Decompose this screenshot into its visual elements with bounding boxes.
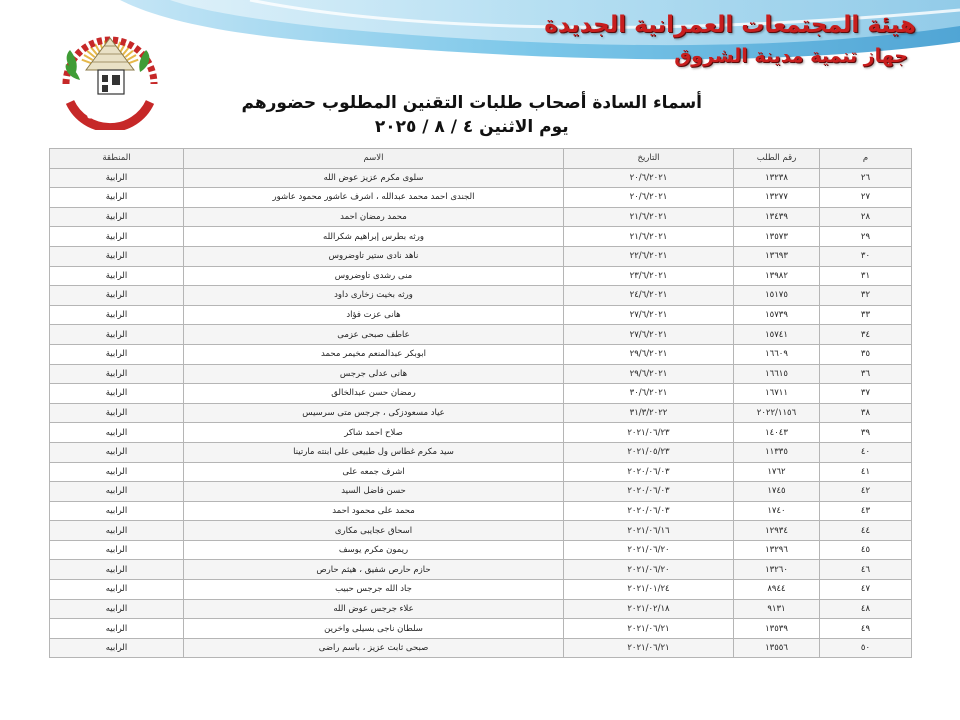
table-row <box>50 482 912 502</box>
request-number-cell: ٨٩٤٤ <box>734 580 820 600</box>
serial-cell: ٤٢ <box>820 482 912 502</box>
name-cell: حسن فاضل السيد <box>184 482 564 502</box>
date-cell: ٢٠٢١/٠٦/١٦ <box>564 521 734 541</box>
request-number-cell: ١٣٥٧٣ <box>734 227 820 247</box>
zone-cell: الرابية <box>50 188 184 208</box>
table-row <box>50 462 912 482</box>
serial-cell: ٤٣ <box>820 501 912 521</box>
zone-cell: الرابيه <box>50 580 184 600</box>
column-header-name: الاسم <box>184 149 564 169</box>
table-row <box>50 364 912 384</box>
table-row <box>50 423 912 443</box>
table-row <box>50 442 912 462</box>
date-cell: ٢٩/٦/٢٠٢١ <box>564 344 734 364</box>
zone-cell: الرابية <box>50 286 184 306</box>
request-number-cell: ١١٣٣٥ <box>734 442 820 462</box>
table-row <box>50 188 912 208</box>
name-cell: هانى عدلى جرجس <box>184 364 564 384</box>
date-cell: ٢٤/٦/٢٠٢١ <box>564 286 734 306</box>
name-cell: الجندى احمد محمد عبدالله ، اشرف عاشور محمود عاشور <box>184 188 564 208</box>
date-cell: ٢٧/٦/٢٠٢١ <box>564 305 734 325</box>
request-number-cell: ١٣٦٩٣ <box>734 246 820 266</box>
request-number-cell: ١٢٩٣٤ <box>734 521 820 541</box>
zone-cell: الرابية <box>50 227 184 247</box>
name-cell: محمد على محمود احمد <box>184 501 564 521</box>
date-cell: ٢١/٦/٢٠٢١ <box>564 227 734 247</box>
organization-logo <box>36 20 174 130</box>
table-row <box>50 501 912 521</box>
serial-cell: ٤٦ <box>820 560 912 580</box>
serial-cell: ٤١ <box>820 462 912 482</box>
date-cell: ٢٠٢١/٠٦/٢١ <box>564 619 734 639</box>
table-row <box>50 403 912 423</box>
name-cell: حازم حارص شفيق ، هيثم حارص <box>184 560 564 580</box>
serial-cell: ٤٧ <box>820 580 912 600</box>
table-row <box>50 619 912 639</box>
request-number-cell: ١٣٢٣٨ <box>734 168 820 188</box>
request-number-cell: ١٣٩٨٢ <box>734 266 820 286</box>
attendance-table <box>49 148 912 658</box>
serial-cell: ٥٠ <box>820 638 912 658</box>
date-cell: ٢٣/٦/٢٠٢١ <box>564 266 734 286</box>
table-row <box>50 580 912 600</box>
table-row <box>50 227 912 247</box>
serial-cell: ٤٥ <box>820 540 912 560</box>
serial-cell: ٢٩ <box>820 227 912 247</box>
name-cell: ورثه بطرس إبراهيم شكرالله <box>184 227 564 247</box>
zone-cell: الرابيه <box>50 599 184 619</box>
serial-cell: ٣٨ <box>820 403 912 423</box>
zone-cell: الرابيه <box>50 619 184 639</box>
date-cell: ٣٠/٦/٢٠٢١ <box>564 384 734 404</box>
name-cell: صبحى ثابت عزيز ، باسم راضى <box>184 638 564 658</box>
table-header-row <box>50 149 912 169</box>
serial-cell: ٣٠ <box>820 246 912 266</box>
request-number-cell: ١٦٦٠٩ <box>734 344 820 364</box>
date-cell: ٢٠٢١/٠٥/٢٣ <box>564 442 734 462</box>
name-cell: رمضان حسن عبدالخالق <box>184 384 564 404</box>
zone-cell: الرابية <box>50 207 184 227</box>
table-row <box>50 638 912 658</box>
table-row <box>50 207 912 227</box>
serial-cell: ٤٤ <box>820 521 912 541</box>
name-cell: سلوى مكرم عزيز عوض الله <box>184 168 564 188</box>
name-cell: ريمون مكرم يوسف <box>184 540 564 560</box>
request-number-cell: ٢٠٢٢/١١٥٦ <box>734 403 820 423</box>
request-number-cell: ١٧٤٥ <box>734 482 820 502</box>
date-cell: ٢٠٢١/٠٦/٢٠ <box>564 540 734 560</box>
column-header-request-number: رقم الطلب <box>734 149 820 169</box>
name-cell: سلطان ناجى بسيلى واخرين <box>184 619 564 639</box>
zone-cell: الرابيه <box>50 423 184 443</box>
zone-cell: الرابية <box>50 325 184 345</box>
table-row <box>50 540 912 560</box>
name-cell: هانى عزت فؤاد <box>184 305 564 325</box>
serial-cell: ٤٨ <box>820 599 912 619</box>
zone-cell: الرابية <box>50 384 184 404</box>
organization-subtitle: جهاز تنمية مدينة الشروق <box>674 45 908 67</box>
request-number-cell: ١٣٤٣٩ <box>734 207 820 227</box>
name-cell: ناهد نادى ستير تاوضروس <box>184 246 564 266</box>
name-cell: عاطف صبحى عزمى <box>184 325 564 345</box>
date-cell: ٢٠٢١/٠٦/٢٠ <box>564 560 734 580</box>
date-cell: ٢٠٢١/٠٢/١٨ <box>564 599 734 619</box>
request-number-cell: ٩١٣١ <box>734 599 820 619</box>
request-number-cell: ١٤٠٤٣ <box>734 423 820 443</box>
zone-cell: الرابية <box>50 305 184 325</box>
zone-cell: الرابيه <box>50 442 184 462</box>
name-cell: اشرف جمعه على <box>184 462 564 482</box>
zone-cell: الرابيه <box>50 638 184 658</box>
table-row <box>50 521 912 541</box>
request-number-cell: ١٧٦٢ <box>734 462 820 482</box>
name-cell: عياد مسعودزكى ، جرجس متى سرسيس <box>184 403 564 423</box>
table-row <box>50 560 912 580</box>
zone-cell: الرابية <box>50 364 184 384</box>
serial-cell: ٢٦ <box>820 168 912 188</box>
serial-cell: ٣٣ <box>820 305 912 325</box>
table-row <box>50 168 912 188</box>
column-header-zone: المنطقة <box>50 149 184 169</box>
date-cell: ٢٠٢٠/٠٦/٠٣ <box>564 462 734 482</box>
date-cell: ٢٠٢٠/٠٦/٠٣ <box>564 482 734 502</box>
zone-cell: الرابيه <box>50 521 184 541</box>
name-cell: سيد مكرم غطاس ول طبيعى على ابنته مارتينا <box>184 442 564 462</box>
serial-cell: ٤٩ <box>820 619 912 639</box>
serial-cell: ٤٠ <box>820 442 912 462</box>
name-cell: ابوبكر عبدالمنعم مخيمر محمد <box>184 344 564 364</box>
name-cell: محمد رمضان احمد <box>184 207 564 227</box>
name-cell: صلاح احمد شاكر <box>184 423 564 443</box>
zone-cell: الرابيه <box>50 501 184 521</box>
date-cell: ٢٠٢١/٠٦/٢١ <box>564 638 734 658</box>
table-row <box>50 325 912 345</box>
request-number-cell: ١٣٥٣٩ <box>734 619 820 639</box>
logo-text: الشروق <box>86 106 130 119</box>
name-cell: جاد الله جرجس حبيب <box>184 580 564 600</box>
date-cell: ٢٠٢١/٠٦/٢٣ <box>564 423 734 443</box>
date-cell: ٢٢/٦/٢٠٢١ <box>564 246 734 266</box>
table-row <box>50 286 912 306</box>
column-header-date: التاريخ <box>564 149 734 169</box>
serial-cell: ٣٢ <box>820 286 912 306</box>
date-cell: ٢٩/٦/٢٠٢١ <box>564 364 734 384</box>
request-number-cell: ١٣٥٥٦ <box>734 638 820 658</box>
zone-cell: الرابيه <box>50 560 184 580</box>
table-row <box>50 384 912 404</box>
zone-cell: الرابيه <box>50 540 184 560</box>
date-cell: ٣١/٣/٢٠٢٢ <box>564 403 734 423</box>
organization-title: هيئة المجتمعات العمرانية الجديدة <box>544 12 916 38</box>
request-number-cell: ١٣٢٧٧ <box>734 188 820 208</box>
table-row <box>50 246 912 266</box>
serial-cell: ٣١ <box>820 266 912 286</box>
request-number-cell: ١٦٦١٥ <box>734 364 820 384</box>
table-body <box>50 168 912 658</box>
table-row <box>50 599 912 619</box>
date-cell: ٢٠/٦/٢٠٢١ <box>564 188 734 208</box>
serial-cell: ٣٥ <box>820 344 912 364</box>
document-heading <box>242 92 703 138</box>
zone-cell: الرابية <box>50 168 184 188</box>
request-number-cell: ١٥٧٤١ <box>734 325 820 345</box>
table-row <box>50 266 912 286</box>
serial-cell: ٢٧ <box>820 188 912 208</box>
zone-cell: الرابيه <box>50 482 184 502</box>
column-header-serial: م <box>820 149 912 169</box>
date-cell: ٢٠٢٠/٠٦/٠٣ <box>564 501 734 521</box>
request-number-cell: ١٣٢٩٦ <box>734 540 820 560</box>
date-cell: ٢٧/٦/٢٠٢١ <box>564 325 734 345</box>
date-cell: ٢٠٢١/٠١/٢٤ <box>564 580 734 600</box>
name-cell: منى رشدى تاوضروس <box>184 266 564 286</box>
request-number-cell: ١٥١٧٥ <box>734 286 820 306</box>
request-number-cell: ١٧٤٠ <box>734 501 820 521</box>
table-row <box>50 344 912 364</box>
document-date: يوم الاثنين ٤ / ٨ / ٢٠٢٥ <box>374 117 569 137</box>
zone-cell: الرابية <box>50 246 184 266</box>
date-cell: ٢٠/٦/٢٠٢١ <box>564 168 734 188</box>
zone-cell: الرابية <box>50 266 184 286</box>
serial-cell: ٢٨ <box>820 207 912 227</box>
name-cell: اسحاق عجايبى مكارى <box>184 521 564 541</box>
name-cell: علاء جرجس عوض الله <box>184 599 564 619</box>
table-row <box>50 305 912 325</box>
name-cell: ورثه بخيت زخارى داود <box>184 286 564 306</box>
zone-cell: الرابية <box>50 344 184 364</box>
serial-cell: ٣٤ <box>820 325 912 345</box>
zone-cell: الرابية <box>50 403 184 423</box>
zone-cell: الرابيه <box>50 462 184 482</box>
document-title: أسماء السادة أصحاب طلبات التقنين المطلوب حضورهم <box>241 93 702 113</box>
serial-cell: ٣٧ <box>820 384 912 404</box>
serial-cell: ٣٦ <box>820 364 912 384</box>
date-cell: ٢١/٦/٢٠٢١ <box>564 207 734 227</box>
request-number-cell: ١٦٧١١ <box>734 384 820 404</box>
request-number-cell: ١٣٢٦٠ <box>734 560 820 580</box>
serial-cell: ٣٩ <box>820 423 912 443</box>
request-number-cell: ١٥٧٣٩ <box>734 305 820 325</box>
